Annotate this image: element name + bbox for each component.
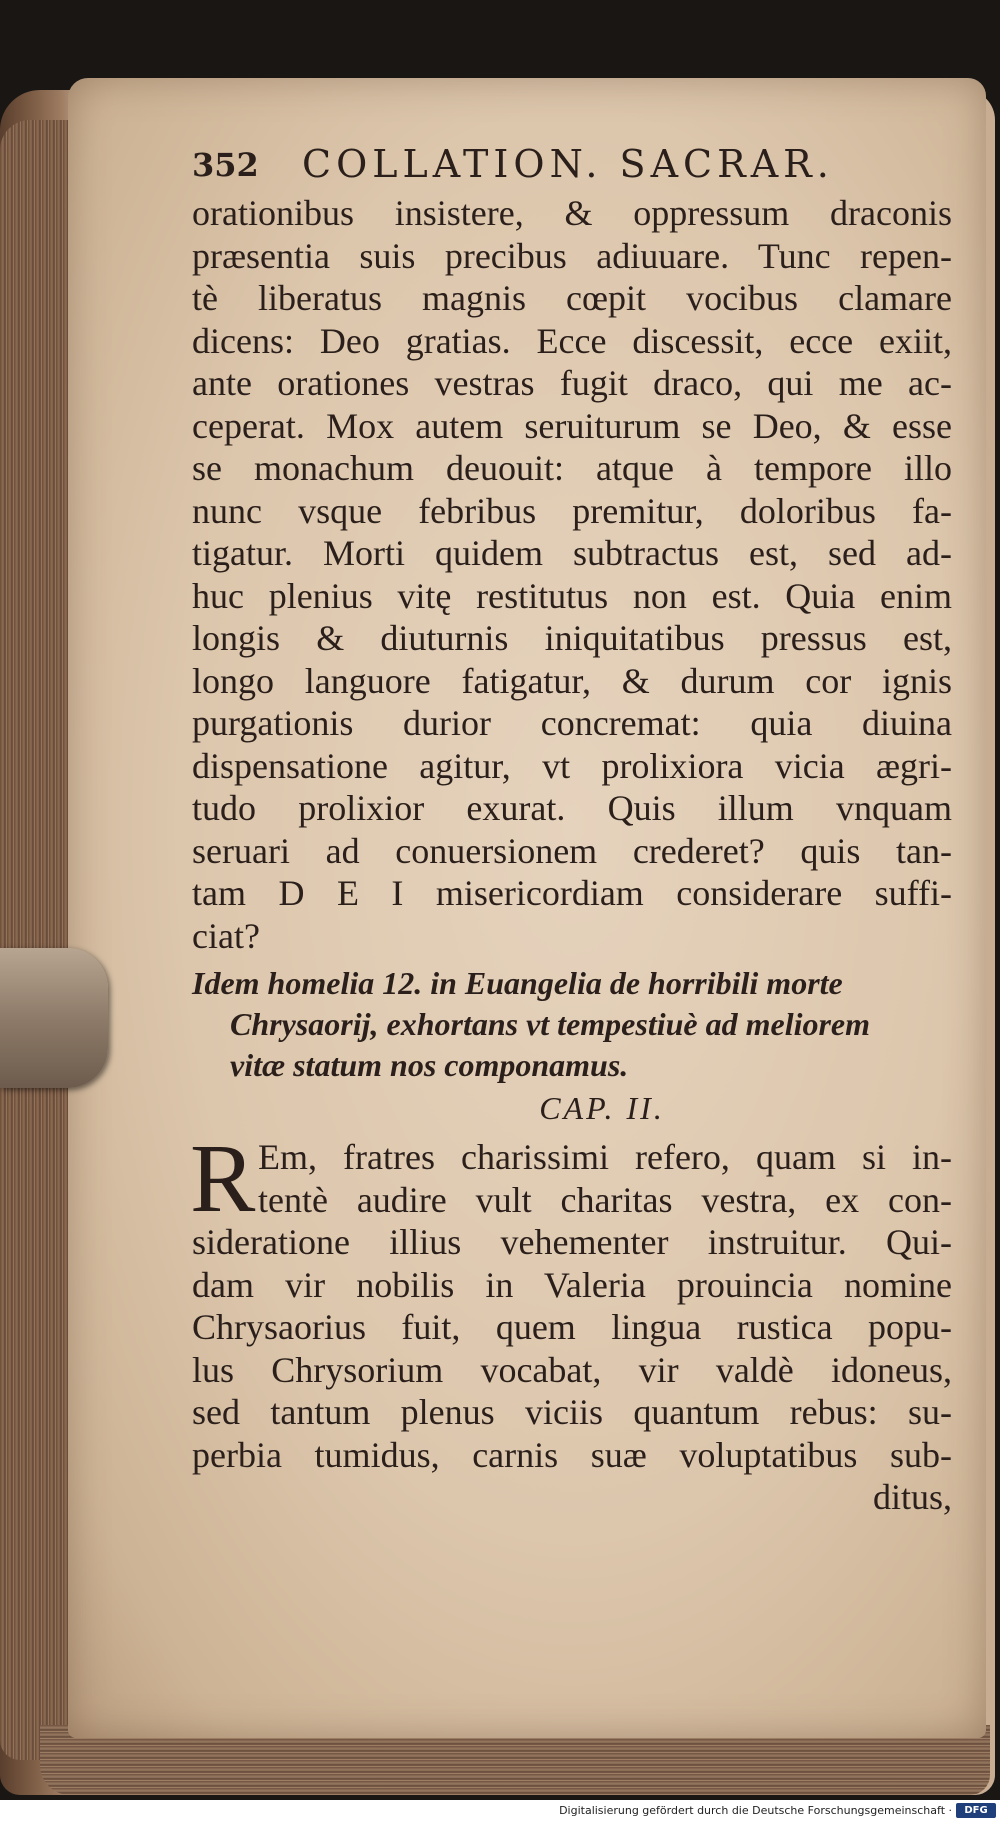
- dfg-logo: DFG: [956, 1803, 996, 1818]
- page-edges-left: [0, 120, 70, 1760]
- drop-cap: R: [190, 1125, 256, 1233]
- text-line: tentè audire vult charitas vestra, ex con-: [258, 1179, 952, 1220]
- text-line: ciat?: [192, 915, 260, 956]
- heading-line: Idem homelia 12. in Euangelia de horribili morte: [192, 965, 843, 1001]
- text-line: tè liberatus magnis cœpit vocibus clamare: [192, 278, 952, 318]
- page-header: [192, 142, 952, 192]
- footer-bar: [0, 1800, 1000, 1821]
- text-line: Chrysaorius fuit, quem lingua rustica popu-: [192, 1307, 952, 1347]
- text-line: se monachum deuouit: atque à tempore illo: [192, 448, 952, 488]
- text-line: tigatur. Morti quidem subtractus est, sed ad-: [192, 533, 952, 573]
- book-clasp: [0, 948, 108, 1088]
- section-heading: [192, 963, 952, 1086]
- text-line: longis & diuturnis iniquitatibus pressus est,: [192, 618, 952, 658]
- catchword: ditus,: [872, 1477, 952, 1517]
- chapter-paragraph: [190, 1125, 952, 1519]
- text-line: dam vir nobilis in Valeria prouincia nomine: [192, 1264, 952, 1305]
- page-number: 352: [192, 146, 259, 184]
- text-line: Em, fratres charissimi refero, quam si in-: [258, 1137, 952, 1177]
- text-line: præsentia suis precibus adiuuare. Tunc repen-: [192, 235, 952, 276]
- text-line: longo languore fatigatur, & durum cor ignis: [192, 660, 952, 701]
- heading-line: Chrysaorij, exhortans vt tempestiuè ad meliorem: [230, 1006, 871, 1042]
- text-line: seruari ad conuersionem crederet? quis tan-: [192, 830, 952, 871]
- text-line: sed tantum plenus viciis quantum rebus: su-: [192, 1392, 952, 1432]
- chapter-label: CAP. II.: [539, 1090, 665, 1126]
- text-line: tam D E I misericordiam considerare suffi-: [192, 873, 952, 913]
- text-line: dicens: Deo gratias. Ecce discessit, ecce exiit,: [192, 320, 952, 361]
- text-line: lus Chrysorium vocabat, vir valdè idoneus,: [192, 1349, 952, 1390]
- footer-credit: Digitalisierung gefördert durch die Deutsche Forschungsgemeinschaft ·: [559, 1804, 952, 1817]
- text-line: sideratione illius vehementer instruitur. Qui-: [192, 1222, 952, 1262]
- text-line: tudo prolixior exurat. Quis illum vnquam: [192, 788, 952, 828]
- text-line: orationibus insistere, & oppressum draconis: [192, 193, 952, 233]
- text-line: purgationis durior concremat: quia diuina: [192, 703, 952, 743]
- heading-line: vitæ statum nos componamus.: [230, 1047, 629, 1083]
- text-line: ceperat. Mox autem seruiturum se Deo, & esse: [192, 405, 952, 446]
- text-line: perbia tumidus, carnis suæ voluptatibus sub-: [192, 1434, 952, 1475]
- running-head: COLLATION. SACRAR.: [302, 142, 834, 186]
- text-line: nunc vsque febribus premitur, doloribus fa-: [192, 490, 952, 531]
- page-text: [192, 142, 952, 1519]
- text-line: ante orationes vestras fugit draco, qui me ac-: [192, 363, 952, 403]
- text-line: dispensatione agitur, vt prolixiora vicia ægri-: [192, 745, 952, 786]
- text-line: huc plenius vitę restitutus non est. Quia enim: [192, 575, 952, 616]
- body-text: [192, 192, 952, 957]
